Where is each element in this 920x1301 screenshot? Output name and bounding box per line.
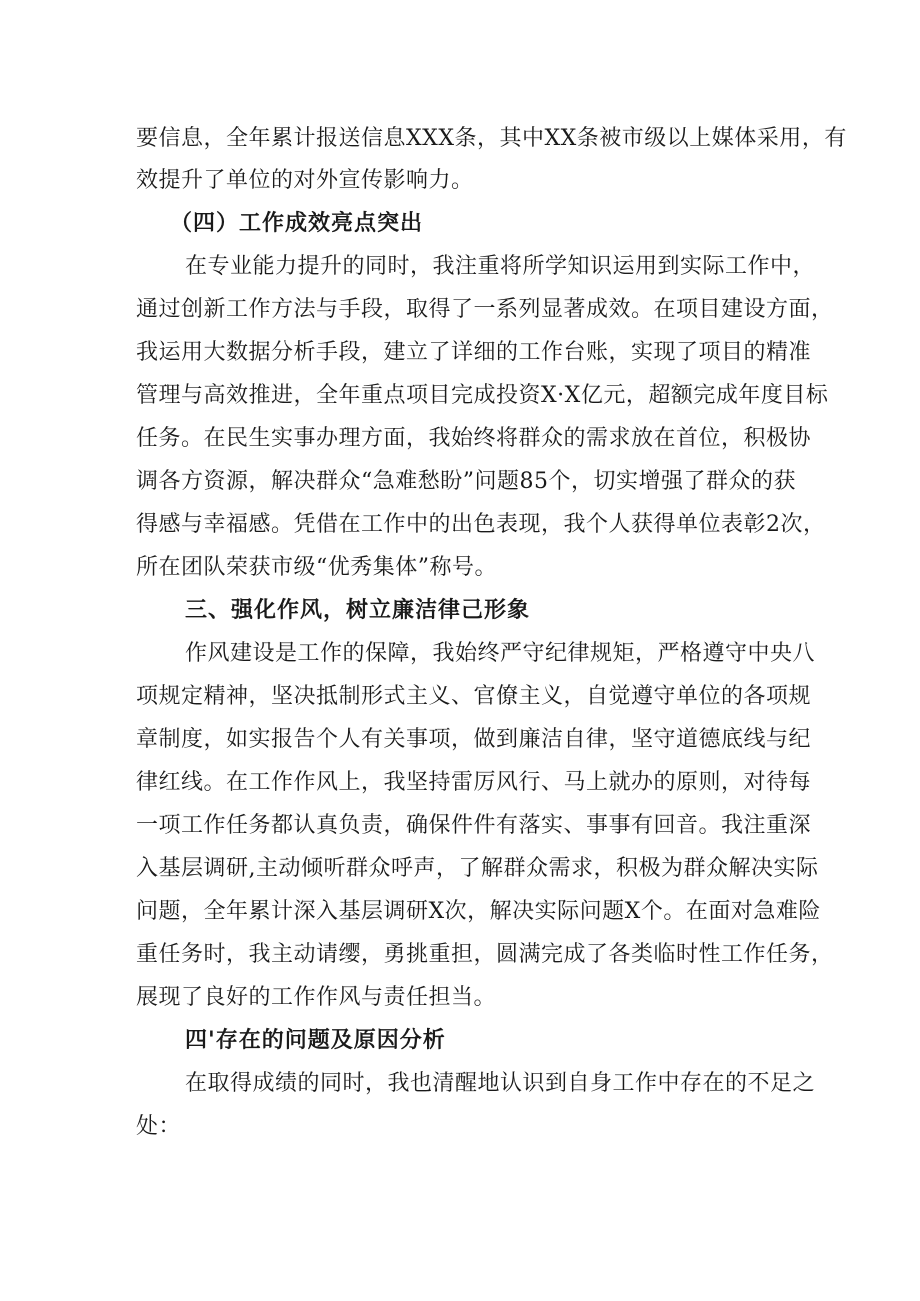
paragraph-line: 律红线。在工作作风上，我坚持雷厉风行、马上就办的原则，对待每	[136, 770, 812, 795]
section-heading: 四'存在的问题及原因分析	[185, 1028, 446, 1053]
paragraph-line: 处：	[136, 1114, 182, 1139]
paragraph-line: 调各方资源，解决群众“急难愁盼”问题85个，切实增强了群众的获	[136, 469, 796, 494]
section-heading: 三、强化作风，树立廉洁律己形象	[185, 598, 531, 623]
section-subheading: （四）工作成效亮点突出	[170, 211, 424, 236]
paragraph-line: 作风建设是工作的保障，我始终严守纪律规矩，严格遵守中央八	[185, 641, 816, 666]
paragraph-line: 任务。在民生实事办理方面，我始终将群众的需求放在首位，积极协	[136, 426, 812, 451]
paragraph-line: 通过创新工作方法与手段，取得了一系列显著成效。在项目建设方面，	[136, 297, 834, 322]
paragraph-line: 要信息，全年累计报送信息XXX条，其中XX条被市级以上媒体采用，有	[136, 126, 847, 151]
paragraph-line: 效提升了单位的对外宣传影响力。	[136, 168, 474, 193]
paragraph-line: 在专业能力提升的同时，我注重将所学知识运用到实际工作中，	[185, 254, 816, 279]
paragraph-line: 重任务时，我主动请缨，勇挑重担，圆满完成了各类临时性工作任务，	[136, 942, 834, 967]
paragraph-line: 我运用大数据分析手段，建立了详细的工作台账，实现了项目的精准	[136, 340, 812, 365]
paragraph-line: 所在团队荣获市级“优秀集体”称号。	[136, 555, 497, 580]
paragraph-line: 章制度，如实报告个人有关事项，做到廉洁自律，坚守道德底线与纪	[136, 727, 812, 752]
paragraph-line: 一项工作任务都认真负责，确保件件有落实、事事有回音。我注重深	[136, 813, 812, 838]
paragraph-line: 问题，全年累计深入基层调研X次，解决实际问题X个。在面对急难险	[136, 899, 821, 924]
paragraph-line: 管理与高效推进，全年重点项目完成投资X·X亿元，超额完成年度目标	[136, 383, 829, 408]
paragraph-line: 展现了良好的工作作风与责任担当。	[136, 985, 497, 1010]
paragraph-line: 在取得成绩的同时，我也清醒地认识到自身工作中存在的不足之	[185, 1071, 816, 1096]
paragraph-line: 项规定精神，坚决抵制形式主义、官僚主义，自觉遵守单位的各项规	[136, 684, 812, 709]
paragraph-line: 入基层调研,主动倾听群众呼声，了解群众需求，积极为群众解决实际	[136, 856, 819, 881]
paragraph-line: 得感与幸福感。凭借在工作中的出色表现，我个人获得单位表彰2次，	[136, 512, 826, 537]
